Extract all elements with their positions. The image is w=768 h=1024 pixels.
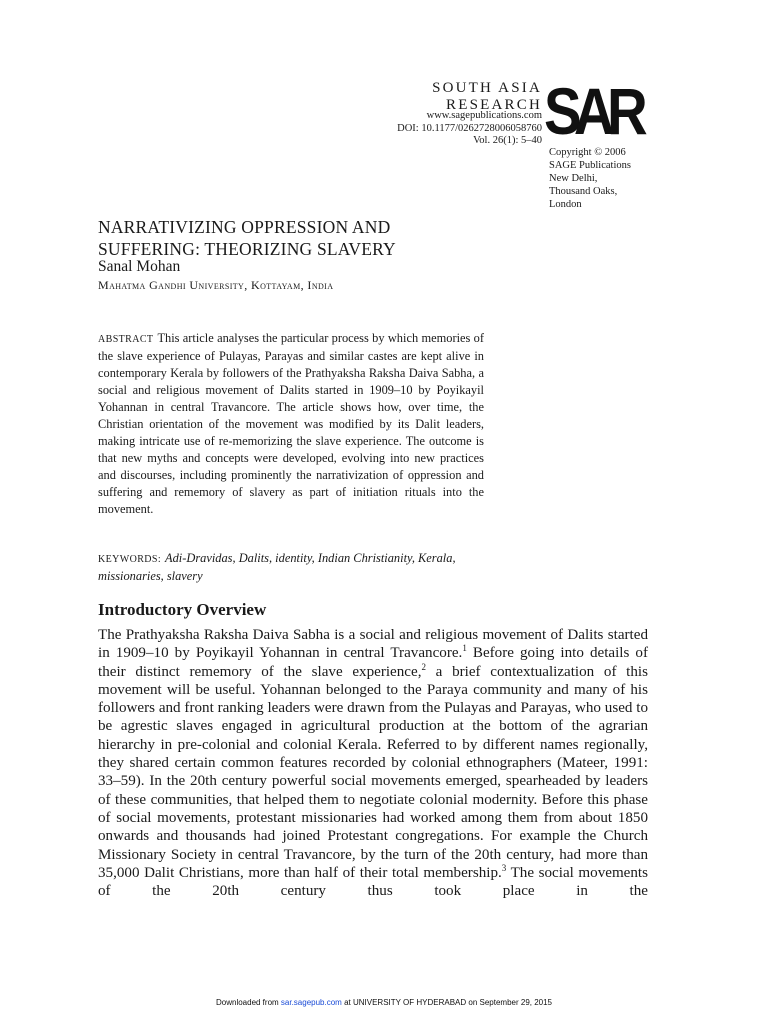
keywords-list: Adi-Dravidas, Dalits, identity, Indian Christianity, Kerala, missionaries, slavery xyxy=(98,551,456,583)
author-affiliation: Mahatma Gandhi University, Kottayam, India xyxy=(98,278,334,292)
footnote-ref-2[interactable]: 2 xyxy=(421,661,426,672)
abstract-text: This article analyses the particular process by which memories of the slave experience of Pulayas, Parayas and similar castes are kept alive in contemporary Kerala by followers of the Prathyaksha Raksha Daiva Sabha, a social and religious movement of Dalits started in 1909–10 by Poyikayil Yohannan in central Travancore. The article shows how, over time, the Christian orientation of the movement was modified by its Dalit leaders, making intricate use of re-memorizing the slave experience. The outcome is that new myths and concepts were developed, evolving into new practices and discourses, including prominently the narrativization of oppression and suffering and rememory of slavery as part of initiation rituals into the movement. xyxy=(98,331,484,516)
footnote-ref-1[interactable]: 1 xyxy=(462,643,467,654)
publisher-city-3: London xyxy=(549,199,582,210)
body-paragraph xyxy=(98,626,648,900)
journal-name xyxy=(432,80,542,114)
journal-website: www.sagepublications.com xyxy=(426,110,542,121)
keywords xyxy=(98,550,484,585)
abstract xyxy=(98,330,484,518)
sar-logo xyxy=(544,74,648,148)
copyright-line: Copyright © 2006 xyxy=(549,147,626,158)
body-text-part2: Before going into details of their distinct rememory of the slave experience, xyxy=(98,645,648,680)
section-heading: Introductory Overview xyxy=(98,600,267,619)
journal-name-line1: SOUTH ASIA xyxy=(432,80,542,96)
footnote-ref-3[interactable]: 3 xyxy=(501,862,507,873)
abstract-label: ABSTRACT xyxy=(98,334,154,345)
publisher-name: SAGE Publications xyxy=(549,160,631,171)
download-footer xyxy=(0,998,768,1007)
sar-logo-text: SAR xyxy=(544,74,648,148)
body-text-part3: a brief contextualization of this movement will be useful. Yohannan belonged to the Paraya community and many of his followers and front ranking leaders were drawn from the Pulayas and Parayas, who used to be agrestic slaves engaged in agricultural production at the bottom of the agrarian hierarchy in pre-colonial and colonial Kerala. Referred to by different names regionally, they shared certain common features recorded by colonial ethnographers (Mateer, 1991: 33–59). In the 20th century powerful social movements emerged, spearheaded by leaders of these communities, that helped them to negotiate colonial modernity. Before this phase of social movements, protestant missionaries had worked among them from about 1850 onwards and thousands had joined Protestant congregations. For example the Church Missionary Society in central Travancore, by the turn of the 20th century, had more than 35,000 Dalit Christians, more than half of their total membership. xyxy=(98,663,648,881)
article-title-line2: SUFFERING: THEORIZING SLAVERY xyxy=(98,239,396,259)
journal-meta xyxy=(397,110,542,148)
footer-link[interactable]: sar.sagepub.com xyxy=(280,998,342,1007)
body-text-part4: The social movements of the 20th century thus took place in the xyxy=(98,864,648,900)
article-title-line1: NARRATIVIZING OPPRESSION AND xyxy=(98,217,391,237)
publisher-info xyxy=(549,146,631,211)
keywords-label: KEYWORDS: xyxy=(98,554,162,565)
article-title xyxy=(98,216,396,260)
journal-volume: Vol. 26(1): 5–40 xyxy=(473,135,542,146)
publisher-city-2: Thousand Oaks, xyxy=(549,186,618,197)
body-text-part1: The Prathyaksha Raksha Daiva Sabha is a social and religious movement of Dalits started in 1909–10 by Poyikayil Yohannan in central Travancore. xyxy=(98,627,648,662)
footer-suffix: at UNIVERSITY OF HYDERABAD on September 29, 2015 xyxy=(341,998,553,1007)
journal-doi: DOI: 10.1177/0262728006058760 xyxy=(397,122,542,134)
journal-name-line2: RESEARCH xyxy=(446,97,542,113)
author-name: Sanal Mohan xyxy=(98,258,181,275)
publisher-city-1: New Delhi, xyxy=(549,173,598,184)
footer-prefix: Downloaded from xyxy=(215,998,281,1007)
